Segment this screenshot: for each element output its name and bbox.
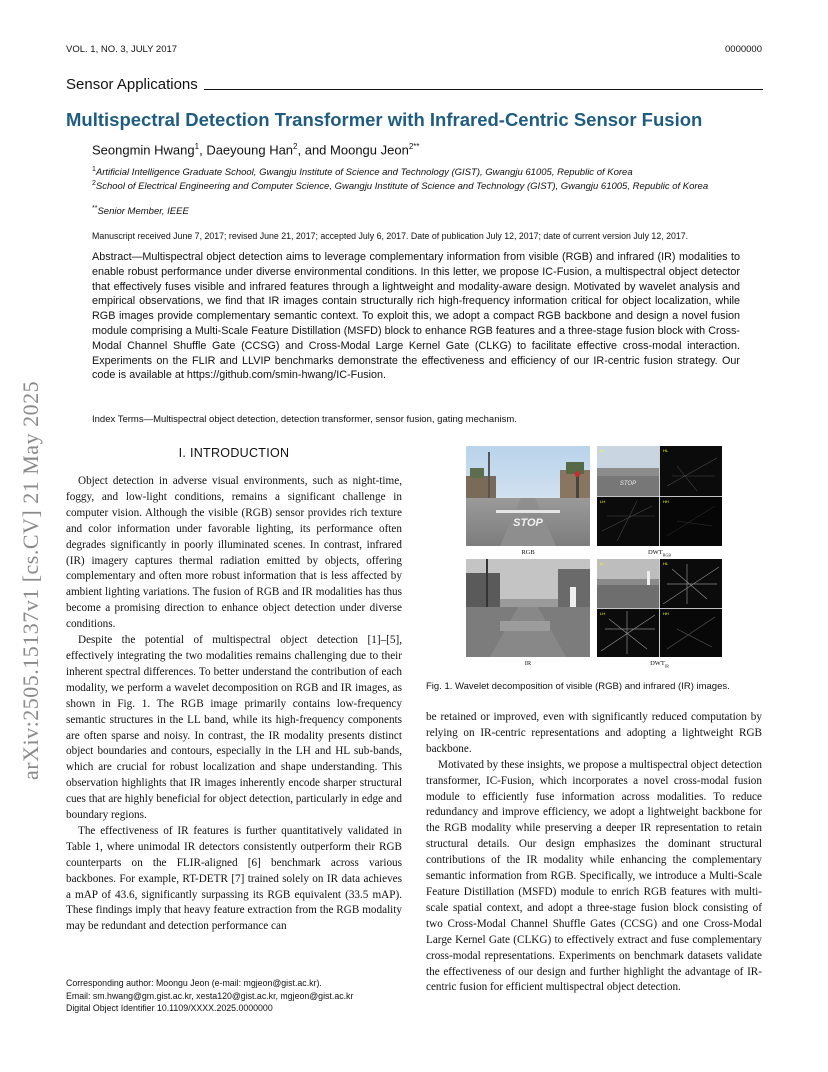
body-paragraph: be retained or improved, even with significantly reduced computation by relying on IR-centric representations and adopting a lightweight RGB backbone. [426,711,762,755]
author-name: Moongu Jeon [330,142,409,158]
figure-1 [466,446,722,670]
figure-label-dwt-rgb [597,549,722,557]
figure-label-dwt: DWT [650,660,665,667]
band-tag-hh: HH [663,611,669,616]
affiliation-sup: 2 [92,180,96,187]
section-heading-introduction: I. INTRODUCTION [178,446,290,460]
stop-road-marking: STOP [513,517,543,529]
author-sup: 2** [408,142,420,151]
arxiv-stamp: arXiv:2505.15137v1 [cs.CV] 21 May 2025 [18,380,43,780]
author-sep: , [199,142,207,158]
author-sep: , and [297,142,331,158]
running-header-number: 0000000 [725,44,762,55]
affiliation [92,203,752,218]
figure-caption: Fig. 1. Wavelet decomposition of visible (RGB) and infrared (IR) images. [426,681,730,692]
band-tag-lh: LH [600,611,606,616]
figure-label-ir: IR [524,660,532,667]
author-list [92,142,420,157]
dwt-rgb-image [597,446,722,546]
figure-label-dwt-ir [597,660,722,668]
figure-label-dwt: DWT [647,549,663,556]
left-column-text [66,474,402,935]
section-label: Sensor Applications [66,76,204,93]
affiliation [92,178,752,193]
author-sup: 2 [293,142,298,151]
figure-label-sub: RGB [662,552,672,558]
author-name: Daeyoung Han [206,142,294,158]
affiliation-text: Artificial Intelligence Graduate School, Gwangju Institute of Science and Technology (GIST), Gwangju 61005, Republic of Korea [95,167,633,179]
band-tag-lh: LH [600,499,606,504]
figure-label-sub: IR [664,663,669,669]
body-paragraph: Motivated by these insights, we propose a multispectral object detection transformer, IC-Fusion, which incorporates a novel cross-modal fusion module to efficiently fuse information across modalities. To reduce redundancy and improve efficiency, we adopt a lightweight backbone for the RGB modality while preserving a deeper IR representation to retain structural details. Our design emphasizes the dominant structural contributions of the IR modality while enhancing the complementary semantic information from RGB. Specifically, we introduce a Multi-Scale Feature Distillation (MSFD) module to enrich RGB features with multi-scale spatial context, and adopt a three-stage fusion block consisting of two Cross-Modal Channel Shuffle Gates (CCSG) and one Cross-Modal Large Kernel Gate (CLKG) to effectively extract and fuse complementary cross-modal representations. Experiments on benchmark datasets validate the effectiveness of our design and further highlight the advantage of IR-centric fusion for efficient multispectral object detection. [426,758,762,994]
right-column-text [426,710,762,996]
abstract: Abstract—Multispectral object detection aims to leverage complementary information from visible (RGB) and infrared (IR) modalities to enable robust performance under diverse environmental conditions. In this letter, we propose IC-Fusion, a multispectral object detector that effectively fuses visible and infrared features through a lightweight and modality-aware design. Motivated by wavelet analysis and empirical observations, we find that IR images contain structurally rich high-frequency information critical for object localization, while RGB images provide complementary semantic context. To exploit this, we adopt a compact RGB backbone and design a novel fusion module comprising a Multi-Scale Feature Distillation (MSFD) block to enhance RGB features and a three-stage fusion block with Cross-Modal Channel Shuffle Gate (CCSG) and Cross-Modal Large Kernel Gate (CLKG) to facilitate effective cross-modal interaction. Experiments on the FLIR and LLVIP benchmarks demonstrate the effectiveness and efficiency of our IR-centric fusion strategy. Our code is available at https://github.com/smin-hwang/IC-Fusion. [92,251,740,382]
affiliation-sup: 1 [92,166,96,173]
running-header-volume: VOL. 1, NO. 3, JULY 2017 [66,44,178,55]
author-name: Seongmin Hwang [92,142,195,158]
footnote-doi: Digital Object Identifier 10.1109/XXXX.2025.0000000 [66,1003,273,1013]
body-paragraph: The effectiveness of IR features is further quantitatively validated in Table 1, where unimodal IR detectors consistently outperform their RGB counterparts on the FLIR-aligned [6] benchmark across various backbones. For example, RT-DETR [7] trained solely on IR data achieves a mAP of 43.6, significantly surpassing its RGB equivalent (33.5 mAP). These findings imply that heavy feature extraction from the RGB modality may be redundant and detection performance can [66,824,402,933]
manuscript-dates: Manuscript received June 7, 2017; revised June 21, 2017; accepted July 6, 2017. Date of publication July 12, 2017; date of current version July 12, 2017. [92,231,689,241]
index-terms: Index Terms—Multispectral object detection, detection transformer, sensor fusion, gating mechanism. [92,414,517,425]
affiliation-text: Senior Member, IEEE [97,206,189,218]
band-tag-ll: LL [600,448,605,453]
affiliation-text: School of Electrical Engineering and Computer Science, Gwangju Institute of Science and Technology (GIST), Gwangju 61005, Republic of Korea [95,181,709,193]
ir-image [466,559,590,657]
dwt-ir-image [597,559,722,657]
footnote-corresponding: Corresponding author: Moongu Jeon (e-mail: mgjeon@gist.ac.kr). [66,978,322,988]
affiliation-sup: ** [92,205,98,212]
band-tag-ll: LL [600,561,605,566]
body-paragraph: Object detection in adverse visual environments, such as night-time, foggy, and low-light conditions, remains a significant challenge in computer vision. Although the visible (RGB) sensor provides rich texture and color information under favorable lighting, its performance often degrades significantly in poorly illuminated scenes. In contrast, infrared (IR) imagery captures thermal radiation emitted by objects, offering complementary and often more robust information that is less affected by ambient lighting variations. The fusion of RGB and IR modalities has thus become a promising direction to enhance object detection under diverse conditions. [66,475,402,631]
stop-road-marking-small: STOP [619,481,637,487]
band-tag-hl: HL [663,561,669,566]
section-header [66,76,763,96]
footnote-email: Email: sm.hwang@gm.gist.ac.kr, xesta120@gist.ac.kr, mgjeon@gist.ac.kr [66,990,354,1001]
paper-title: Multispectral Detection Transformer with Infrared-Centric Sensor Fusion [66,109,703,130]
body-paragraph: Despite the potential of multispectral object detection [1]–[5], effectively integrating the two modalities remains challenging due to their inherent spectral differences. To better understand the contribution of each modality, we perform a wavelet decomposition on RGB and IR images, as shown in Fig. 1. The RGB image primarily contains low-frequency semantic structures in the LL band, while its high-frequency components are often sparse and noisy. In contrast, the IR modality presents distinct object boundaries and contours, especially in the LH and HL sub-bands, which are crucial for robust localization and shape understanding. This observation highlights that IR images inherently encode sharper structural cues that are highly beneficial for object detection, particularly in edge and boundary regions. [66,634,402,822]
figure-label-rgb: RGB [521,549,535,556]
footnotes [66,977,402,1015]
rgb-image [466,446,590,546]
author-sup: 1 [194,142,200,151]
affiliation [92,164,752,179]
band-tag-hl: HL [663,448,669,453]
band-tag-hh: HH [663,499,669,504]
